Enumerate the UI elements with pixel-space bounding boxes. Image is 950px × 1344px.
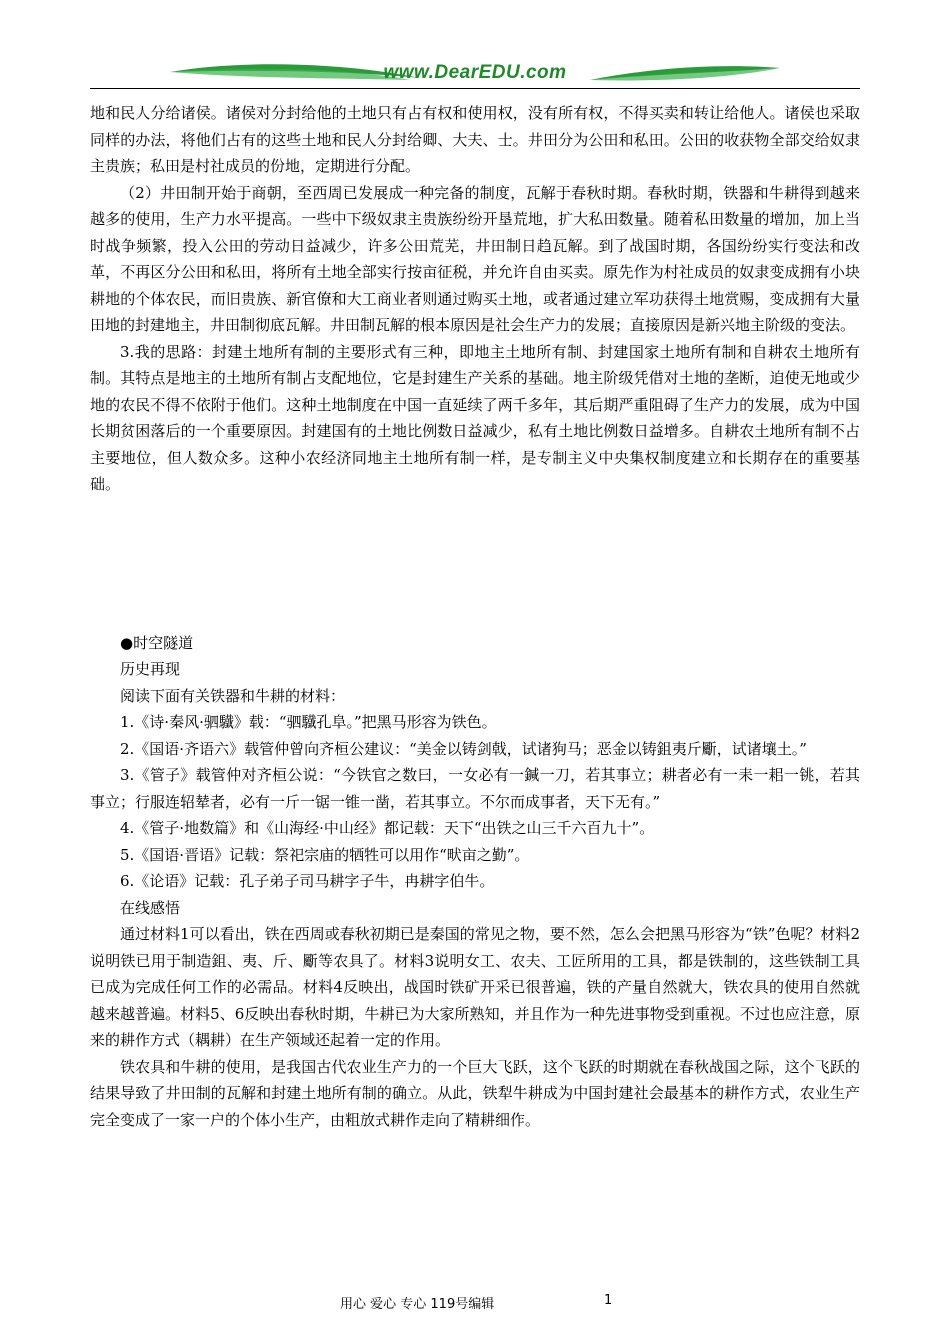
paragraph-continued: 地和民人分给诸侯。诸侯对分封给他的土地只有占有权和使用权，没有所有权，不得买卖和转让给他人。诸侯也采取同样的办法，将他们占有的这些土地和民人分封给卿、大夫、士。井田分为公田和私田。公田的收获物全部交给奴隶主贵族；私田是村社成员的份地，定期进行分配。	[90, 104, 860, 175]
footer-credit: 用心 爱心 专心 119号编辑	[340, 1297, 495, 1312]
page-number: 1	[604, 1293, 613, 1308]
site-logo-text[interactable]: www.DearEDU.com	[383, 62, 567, 83]
material-item: 4.《管子·地数篇》和《山海经·中山经》都记载：天下“出铁之山三千六百九十”。	[120, 819, 655, 837]
online-paragraph: 通过材料1可以看出，铁在西周或春秋初期已是秦国的常见之物，要不然，怎么会把黑马形容为“铁”色呢？材料2说明铁已用于制造鉏、夷、斤、斸等农具了。材料3说明女工、农夫、工匠所用的工具，都是铁制的，这些铁制工具已成为完成任何工作的必需品。材料4反映出，战国时铁矿开采已很普遍，铁的产量自然就大，铁农具的使用自然就越来越普遍。材料5、6反映出春秋时期，牛耕已为大家所熟知，并且作为一种先进事物受到重视。不过也应注意，原来的耕作方式（耦耕）在生产领域还起着一定的作用。	[90, 925, 860, 1049]
material-item: 5.《国语·晋语》记载：祭祀宗庙的牺牲可以用作“畎亩之勤”。	[120, 845, 530, 864]
header-divider	[90, 88, 860, 89]
material-item: 2.《国语·齐语六》载管仲曾向齐桓公建议：“美金以铸剑戟，试诸狗马；恶金以铸鉏夷斤斸，试诸壤土。”	[120, 739, 807, 758]
document-body	[90, 100, 860, 1133]
material-item: 1.《诗·秦风·驷驖》载：“驷驖孔阜。”把黑马形容为铁色。	[120, 713, 497, 731]
online-title: 在线感悟	[120, 898, 181, 917]
paragraph-my-thoughts: 3.我的思路：封建土地所有制的主要形式有三种，即地主土地所有制、封建国家土地所有制和自耕农土地所有制。其特点是地主的土地所有制占支配地位，它是封建生产关系的基础。地主阶级凭借对土地的垄断，迫使无地或少地的农民不得不依附于他们。这种土地制度在中国一直延续了两千多年，其后期严重阻碍了生产力的发展，成为中国长期贫困落后的一个重要原因。封建国有的土地比例数日益减少，私有土地比例数日益增多。自耕农土地所有制不占主要地位，但人数众多。这种小农经济同地主土地所有制一样，是专制主义中央集权制度建立和长期存在的重要基础。	[90, 342, 860, 493]
section-intro: 阅读下面有关铁器和牛耕的材料：	[120, 686, 346, 705]
blank-space	[90, 498, 860, 630]
site-header	[90, 58, 860, 92]
section-title: ●时空隧道	[120, 633, 194, 652]
section-subtitle: 历史再现	[120, 660, 181, 678]
material-item: 3.《管子》载管仲对齐桓公说：“今铁官之数曰，一女必有一鍼一刀，若其事立；耕者必有一耒一耜一铫，若其事立；行服连轺辇者，必有一斤一锯一锥一凿，若其事立。不尔而成事者，天下无有。”	[90, 766, 860, 811]
material-item: 6.《论语》记载：孔子弟子司马耕字子牛，冉耕字伯牛。	[120, 872, 495, 890]
paragraph-jingtian-decline: （2）井田制开始于商朝，至西周已发展成一种完备的制度，瓦解于春秋时期。春秋时期，铁器和牛耕得到越来越多的使用，生产力水平提高。一些中下级奴隶主贵族纷纷开垦荒地，扩大私田数量。随着私田数量的增加，加上当时战争频繁，投入公田的劳动日益减少，许多公田荒芜，井田制日趋瓦解。到了战国时期，各国纷纷实行变法和改革，不再区分公田和私田，将所有土地全部实行按亩征税，并允许自由买卖。原先作为村社成员的奴隶变成拥有小块耕地的个体农民，而旧贵族、新官僚和大工商业者则通过购买土地，或者通过建立军功获得土地赏赐，变成拥有大量田地的封建地主，井田制彻底瓦解。井田制瓦解的根本原因是社会生产力的发展；直接原因是新兴地主阶级的变法。	[90, 183, 860, 334]
online-paragraph: 铁农具和牛耕的使用，是我国古代农业生产力的一个巨大飞跃，这个飞跃的时期就在春秋战国之际，这个飞跃的结果导致了井田制的瓦解和封建土地所有制的确立。从此，铁犁牛耕成为中国封建社会最基本的耕作方式，农业生产完全变成了一家一户的个体小生产，由粗放式耕作走向了精耕细作。	[90, 1057, 860, 1129]
